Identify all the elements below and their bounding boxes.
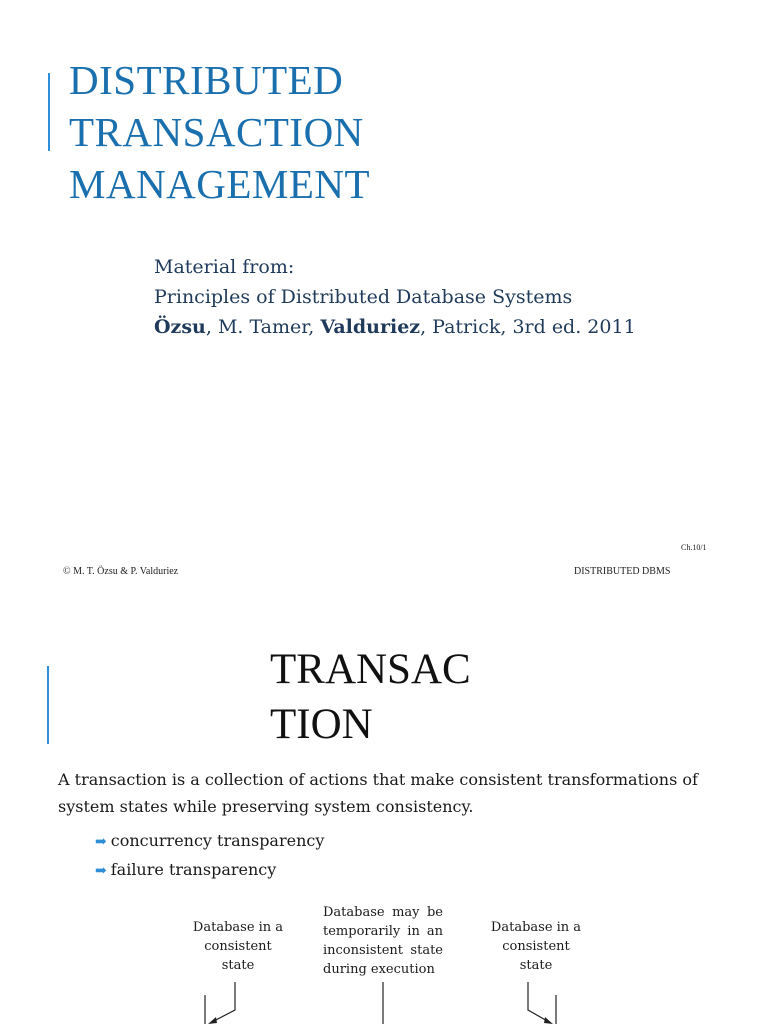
right-arrow-icon: ➡ — [95, 834, 107, 850]
right-arrowhead — [544, 1017, 553, 1024]
slide2-title-line-2: TION — [270, 701, 373, 748]
transaction-definition: A transaction is a collection of actions that make consistent transformations of system states while preserving system consistency. — [58, 770, 698, 816]
diagram-label-line: temporarily in an — [323, 924, 443, 939]
title-line-1: DISTRIBUTED — [69, 57, 344, 103]
author1-surname: Özsu — [154, 316, 206, 338]
left-arrowhead — [208, 1017, 217, 1024]
diagram-label-line: consistent — [204, 939, 272, 954]
diagram-label-line: state — [221, 958, 255, 973]
title-line-3: MANAGEMENT — [69, 161, 371, 207]
copyright-notice: © M. T. Özsu & P. Valduriez — [63, 566, 179, 577]
material-from-label: Material from: — [154, 256, 295, 278]
left-label-arrow — [212, 982, 235, 1022]
right-arrow-icon: ➡ — [95, 863, 107, 879]
author2-given-and-edition: , Patrick, 3rd ed. 2011 — [420, 316, 636, 338]
slide2-title-line-1: TRANSAC — [270, 646, 471, 693]
course-name: DISTRIBUTED DBMS — [574, 566, 671, 577]
right-label-arrow — [528, 982, 549, 1022]
diagram-label-line: state — [519, 958, 553, 973]
author2-surname: Valduriez — [320, 316, 421, 338]
diagram-label-line: consistent — [502, 939, 570, 954]
author1-given: , M. Tamer, — [205, 316, 321, 338]
title-line-2: TRANSACTION — [69, 109, 364, 155]
diagram-label-line: Database in a — [192, 920, 284, 935]
diagram-label-line: Database may be — [323, 905, 443, 920]
book-title: Principles of Distributed Database Systems — [154, 286, 573, 308]
diagram-label-line: Database in a — [490, 920, 582, 935]
diagram-label-line: inconsistent state — [323, 943, 443, 958]
diagram-label-line: during execution — [323, 962, 435, 977]
slide-number: Ch.10/1 — [681, 543, 707, 552]
bullet-text: concurrency transparency — [110, 831, 325, 850]
bullet-text: failure transparency — [110, 860, 277, 879]
